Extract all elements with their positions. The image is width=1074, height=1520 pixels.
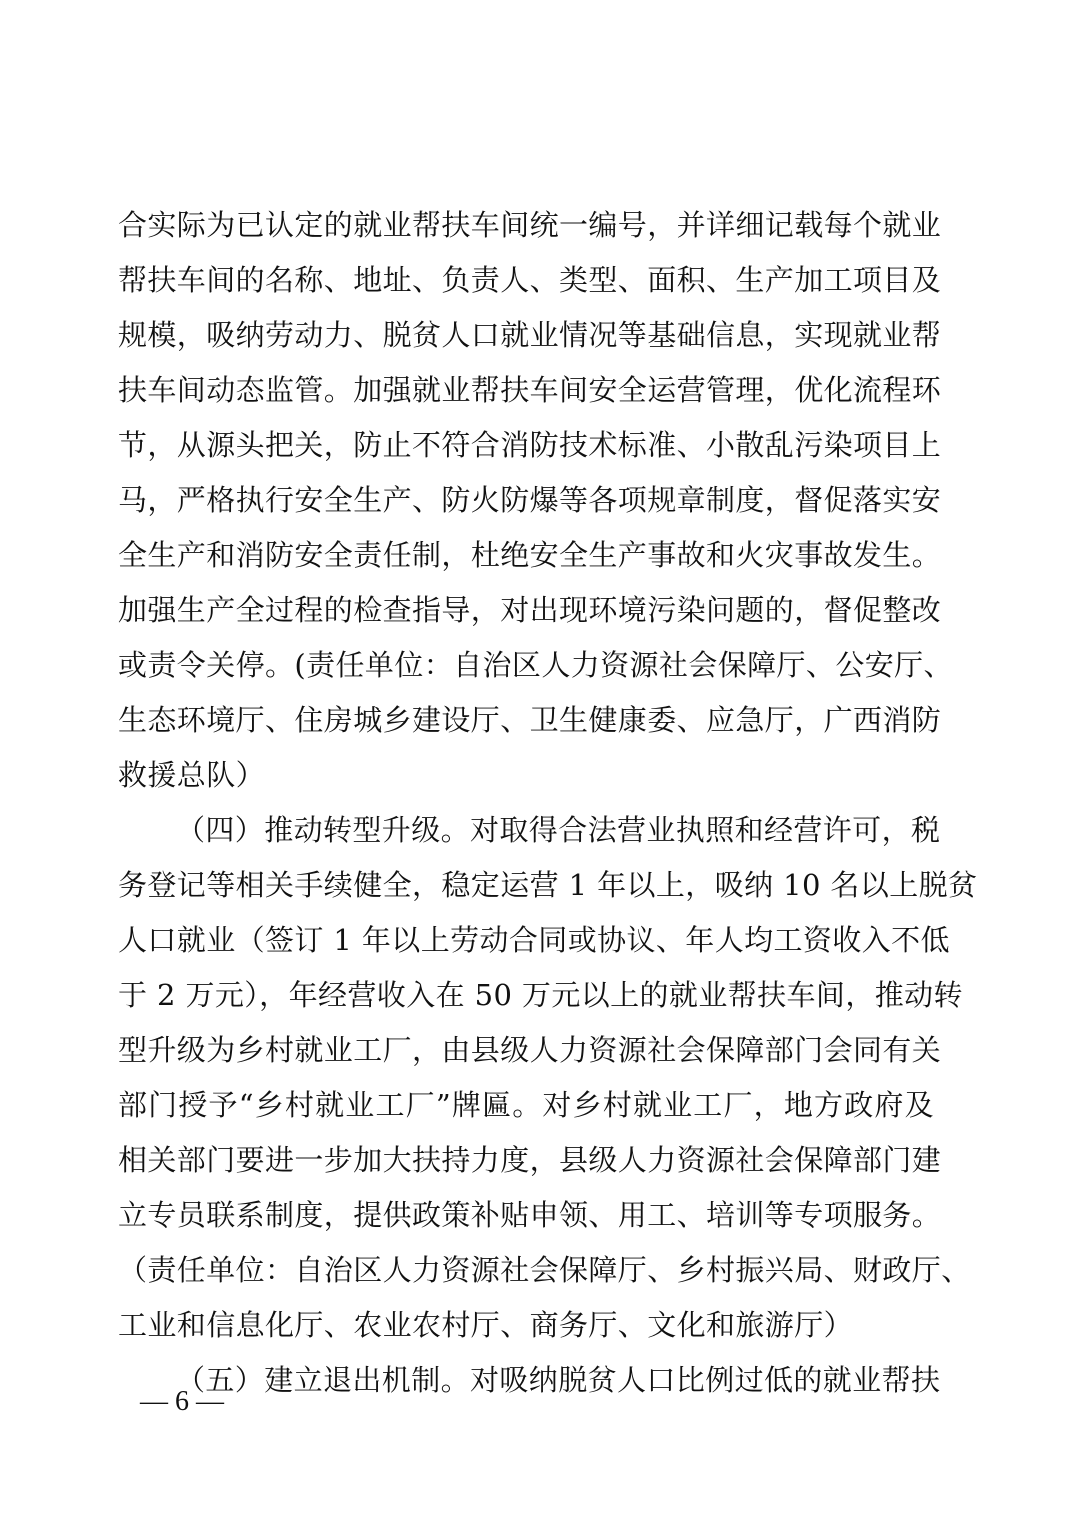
text-line: 部门授予“乡村就业工厂”牌匾。对乡村就业工厂，地方政府及: [118, 1088, 934, 1122]
page-number: — 6 —: [140, 1386, 224, 1417]
text-line: 节，从源头把关，防止不符合消防技术标准、小散乱污染项目上: [118, 428, 942, 462]
text-line: （责任单位：自治区人力资源社会保障厅、乡村振兴局、财政厅、: [118, 1253, 971, 1287]
text-line: 立专员联系制度，提供政策补贴申领、用工、培训等专项服务。: [118, 1198, 942, 1232]
text-line: 帮扶车间的名称、地址、负责人、类型、面积、生产加工项目及: [118, 263, 942, 297]
body-text: [118, 198, 978, 1408]
text-line: 型升级为乡村就业工厂，由县级人力资源社会保障部门会同有关: [118, 1033, 942, 1067]
text-line: 于 2 万元），年经营收入在 50 万元以上的就业帮扶车间，推动转: [118, 978, 963, 1012]
text-line: 合实际为已认定的就业帮扶车间统一编号，并详细记载每个就业: [118, 208, 942, 242]
text-line: 或责令关停。(责任单位：自治区人力资源社会保障厅、公安厅、: [118, 648, 953, 682]
text-line: 生态环境厅、住房城乡建设厅、卫生健康委、应急厅，广西消防: [118, 703, 942, 737]
text-line: 加强生产全过程的检查指导，对出现环境污染问题的，督促整改: [118, 593, 942, 627]
text-line: 救援总队）: [118, 758, 266, 792]
text-line: 相关部门要进一步加大扶持力度，县级人力资源社会保障部门建: [118, 1143, 942, 1177]
text-line: 工业和信息化厅、农业农村厅、商务厅、文化和旅游厅）: [118, 1308, 854, 1342]
text-line: 扶车间动态监管。加强就业帮扶车间安全运营管理，优化流程环: [118, 373, 942, 407]
text-line: 人口就业（签订 1 年以上劳动合同或协议、年人均工资收入不低: [118, 923, 950, 957]
section-heading-line: （四）推动转型升级。对取得合法营业执照和经营许可，税: [176, 813, 941, 847]
text-line: 规模，吸纳劳动力、脱贫人口就业情况等基础信息，实现就业帮: [118, 318, 942, 352]
text-line: 务登记等相关手续健全，稳定运营 1 年以上，吸纳 10 名以上脱贫: [118, 868, 978, 902]
text-line: 全生产和消防安全责任制，杜绝安全生产事故和火灾事故发生。: [118, 538, 942, 572]
text-line: 马，严格执行安全生产、防火防爆等各项规章制度，督促落实安: [118, 483, 942, 517]
section-heading-line: （五）建立退出机制。对吸纳脱贫人口比例过低的就业帮扶: [176, 1363, 941, 1397]
